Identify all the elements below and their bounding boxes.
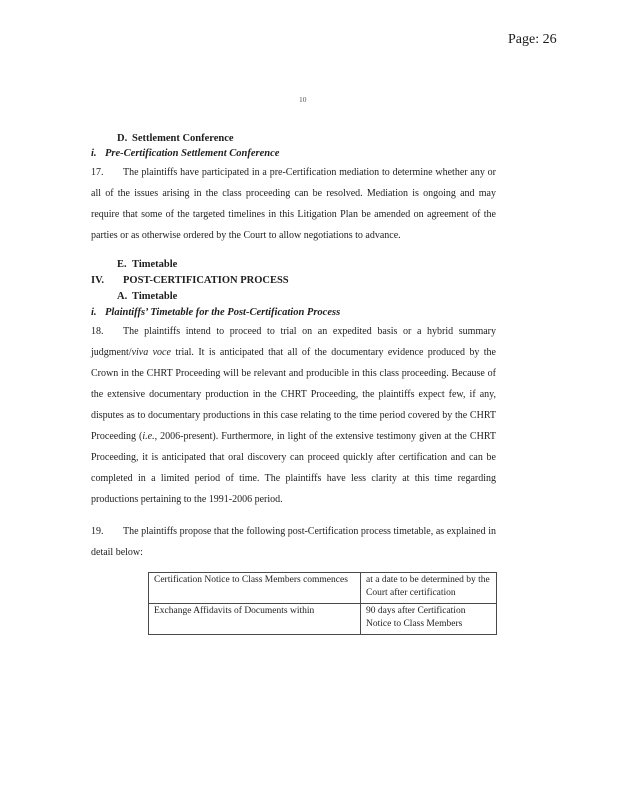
- timetable-event-cell: Certification Notice to Class Members commences: [149, 573, 361, 604]
- table-row: [149, 573, 497, 604]
- heading-post-certification-process: [91, 273, 496, 289]
- heading-label: i.: [91, 148, 97, 159]
- heading-pre-certification-settlement: [91, 146, 496, 161]
- paragraph-segment-italic: i.e.: [142, 431, 155, 442]
- paragraph-number: 18.: [91, 326, 104, 337]
- heading-title: Pre-Certification Settlement Conference: [105, 148, 280, 159]
- paragraph-text: The plaintiffs propose that the following post-Certification process timetable, as explained in detail below:: [91, 526, 496, 558]
- table-row: [149, 604, 497, 635]
- heading-timetable-a: [91, 289, 496, 305]
- paragraph-number: 19.: [91, 526, 104, 537]
- heading-plaintiffs-timetable: [91, 305, 496, 321]
- section-headings-post-certification: [91, 257, 496, 321]
- heading-title: Plaintiffs’ Timetable for the Post-Certification Process: [105, 307, 341, 318]
- paragraph-17: [91, 162, 496, 246]
- heading-label: D.: [117, 133, 128, 144]
- heading-label: E.: [117, 259, 127, 270]
- paragraph-19: [91, 521, 496, 563]
- document-body: [91, 131, 496, 635]
- heading-title: Settlement Conference: [132, 133, 234, 144]
- heading-title: POST-CERTIFICATION PROCESS: [123, 275, 289, 286]
- paragraph-18: [91, 321, 496, 510]
- heading-timetable-e: [91, 257, 496, 273]
- paragraph-segment-italic: viva voce: [131, 347, 171, 358]
- heading-label: i.: [91, 307, 97, 318]
- paragraph-segment: , 2006-present). Furthermore, in light of the extensive testimony given at the CHRT Proceeding, it is anticipated that oral discovery can proceed quickly after certification and can be completed in a limited period of time. The plaintiffs have less clarity at this time regarding productions pertaining to the 1991-2006 period.: [91, 431, 496, 505]
- timetable-event-cell: Exchange Affidavits of Documents within: [149, 604, 361, 635]
- heading-label: IV.: [91, 275, 104, 286]
- page-header-label: Page: 26: [508, 32, 557, 47]
- heading-title: Timetable: [132, 259, 178, 270]
- section-headings-settlement: [91, 131, 496, 161]
- heading-title: Timetable: [132, 291, 178, 302]
- post-certification-timetable: [148, 572, 497, 635]
- paragraph-segment: The plaintiffs intend to proceed to trial on an expedited basis or a hybrid summary judgment/: [91, 326, 496, 358]
- timetable-timing-cell: 90 days after Certification Notice to Class Members: [361, 604, 497, 635]
- paragraph-number: 17.: [91, 167, 104, 178]
- heading-label: A.: [117, 291, 128, 302]
- paragraph-segment: trial. It is anticipated that all of the documentary evidence produced by the Crown in the CHRT Proceeding will be relevant and producible in this class proceeding. Because of the extensive documentary production in the CHRT Proceeding, the plaintiffs expect few, if any, disputes as to documentary productions in this case relating to the time period covered by the CHRT Proceeding (: [91, 347, 496, 442]
- heading-settlement-conference: [91, 131, 496, 146]
- timetable-timing-cell: at a date to be determined by the Court after certification: [361, 573, 497, 604]
- document-page-number: 10: [299, 95, 307, 104]
- paragraph-text: The plaintiffs have participated in a pre-Certification mediation to determine whether any or all of the issues arising in the class proceeding can be resolved. Mediation is ongoing and may require that some of the targeted timelines in this Litigation Plan be amended on agreement of the parties or as otherwise ordered by the Court to allow negotiations to advance.: [91, 167, 496, 241]
